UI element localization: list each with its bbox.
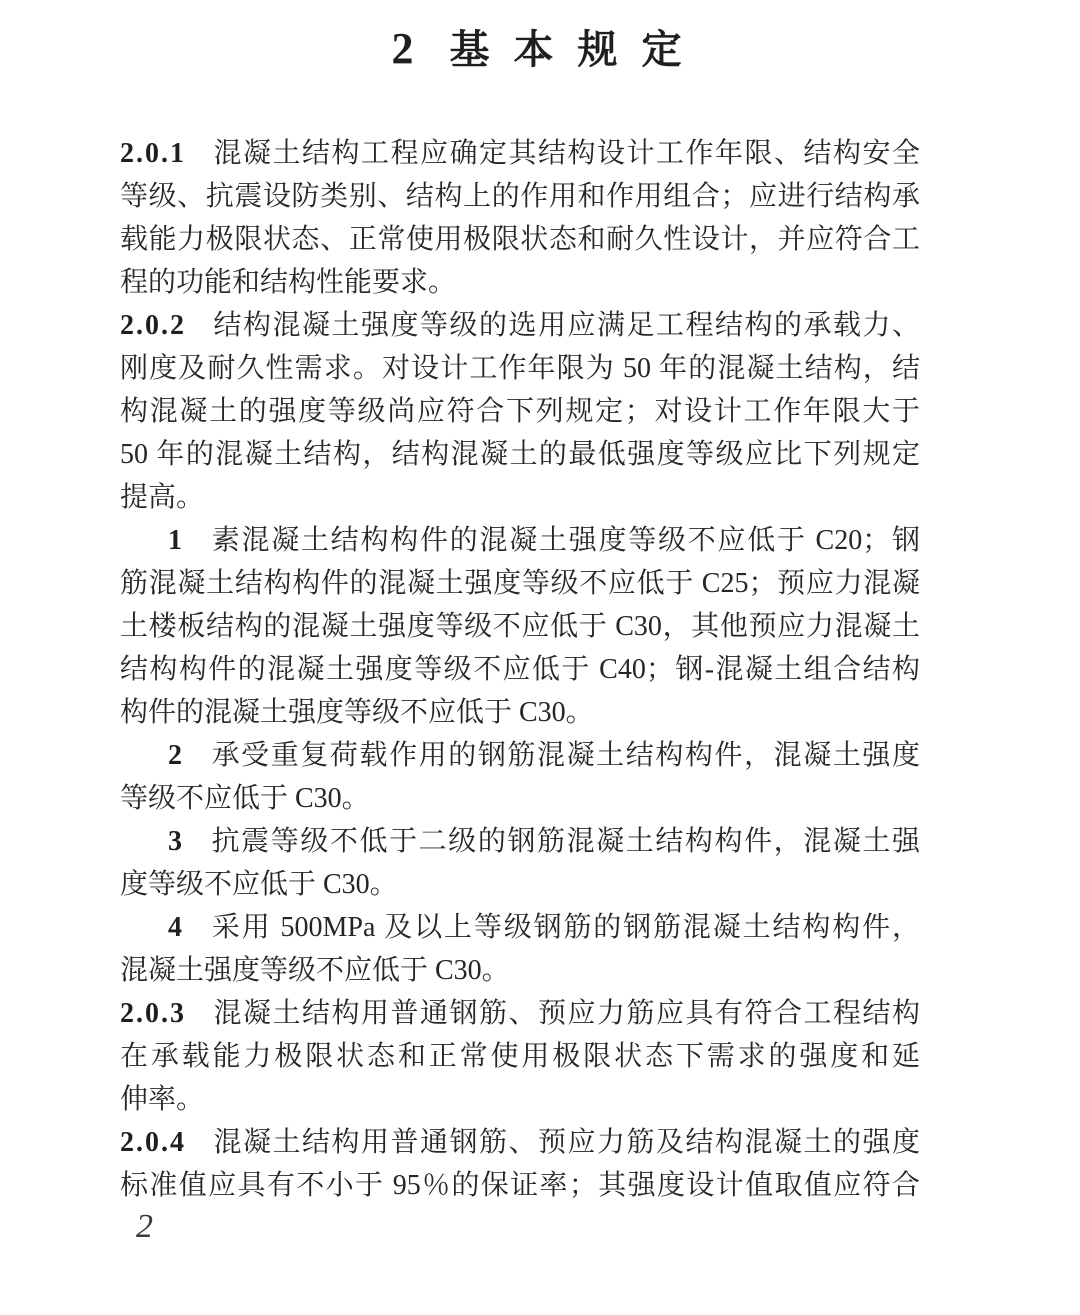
text-line [120, 433, 920, 476]
document-body [120, 132, 920, 1207]
text-line [120, 1078, 920, 1121]
line-text: 采用 500MPa 及以上等级钢筋的钢筋混凝土结构构件， [210, 912, 920, 943]
item-number: 3 [168, 826, 184, 857]
text-line [120, 906, 920, 949]
chapter-number: 2 [391, 24, 414, 73]
line-text: 等级不应低于 C30。 [120, 783, 370, 814]
text-line [120, 820, 920, 863]
text-line [120, 218, 920, 261]
line-text: 刚度及耐久性需求。对设计工作年限为 50 年的混凝土结构，结 [120, 353, 920, 384]
text-line [120, 390, 920, 433]
text-line [120, 347, 920, 390]
text-line [120, 175, 920, 218]
line-text: 土楼板结构的混凝土强度等级不应低于 C30，其他预应力混凝土 [120, 611, 920, 642]
line-text: 结构混凝土强度等级的选用应满足工程结构的承载力、 [212, 310, 920, 341]
text-line [120, 648, 920, 691]
item-number: 1 [168, 525, 184, 556]
text-line [120, 734, 920, 777]
clause-number: 2.0.1 [120, 138, 186, 169]
line-text: 混凝土结构用普通钢筋、预应力筋及结构混凝土的强度 [212, 1127, 920, 1158]
item-number: 2 [168, 740, 184, 771]
line-text: 等级、抗震设防类别、结构上的作用和作用组合；应进行结构承 [120, 181, 920, 212]
line-text: 50 年的混凝土结构，结构混凝土的最低强度等级应比下列规定 [120, 439, 920, 470]
text-line [120, 562, 920, 605]
text-line [120, 1035, 920, 1078]
text-line [120, 605, 920, 648]
clause-number: 2.0.2 [120, 310, 186, 341]
text-line [120, 992, 920, 1035]
line-text: 载能力极限状态、正常使用极限状态和耐久性设计，并应符合工 [120, 224, 920, 255]
text-line [120, 261, 920, 304]
line-text: 标准值应具有不小于 95％的保证率；其强度设计值取值应符合 [120, 1170, 920, 1201]
line-text: 素混凝土结构构件的混凝土强度等级不应低于 C20；钢 [210, 525, 920, 556]
line-text: 混凝土结构用普通钢筋、预应力筋应具有符合工程结构 [212, 998, 920, 1029]
line-text: 混凝土结构工程应确定其结构设计工作年限、结构安全 [212, 138, 920, 169]
line-text: 伸率。 [120, 1084, 205, 1115]
text-line [120, 777, 920, 820]
line-text: 程的功能和结构性能要求。 [120, 267, 457, 298]
page-number: 2 [136, 1208, 153, 1245]
line-text: 提高。 [120, 482, 205, 513]
text-line [120, 132, 920, 175]
text-line [120, 691, 920, 734]
text-line [120, 519, 920, 562]
chapter-title [0, 18, 1080, 75]
line-text: 在承载能力极限状态和正常使用极限状态下需求的强度和延 [120, 1041, 920, 1072]
line-text: 度等级不应低于 C30。 [120, 869, 398, 900]
clause-number: 2.0.3 [120, 998, 186, 1029]
text-line [120, 1121, 920, 1164]
line-text: 承受重复荷载作用的钢筋混凝土结构构件，混凝土强度 [210, 740, 920, 771]
line-text: 混凝土强度等级不应低于 C30。 [120, 955, 510, 986]
text-line [120, 476, 920, 519]
text-line [120, 863, 920, 906]
item-number: 4 [168, 912, 184, 943]
line-text: 结构构件的混凝土强度等级不应低于 C40；钢-混凝土组合结构 [120, 654, 920, 685]
text-line [120, 304, 920, 347]
line-text: 构件的混凝土强度等级不应低于 C30。 [120, 697, 594, 728]
clause-number: 2.0.4 [120, 1127, 186, 1158]
text-line [120, 1164, 920, 1207]
line-text: 构混凝土的强度等级尚应符合下列规定；对设计工作年限大于 [120, 396, 920, 427]
line-text: 筋混凝土结构构件的混凝土强度等级不应低于 C25；预应力混凝 [120, 568, 920, 599]
line-text: 抗震等级不低于二级的钢筋混凝土结构构件，混凝土强 [210, 826, 920, 857]
chapter-title-label: 基 本 规 定 [449, 27, 689, 72]
text-line [120, 949, 920, 992]
